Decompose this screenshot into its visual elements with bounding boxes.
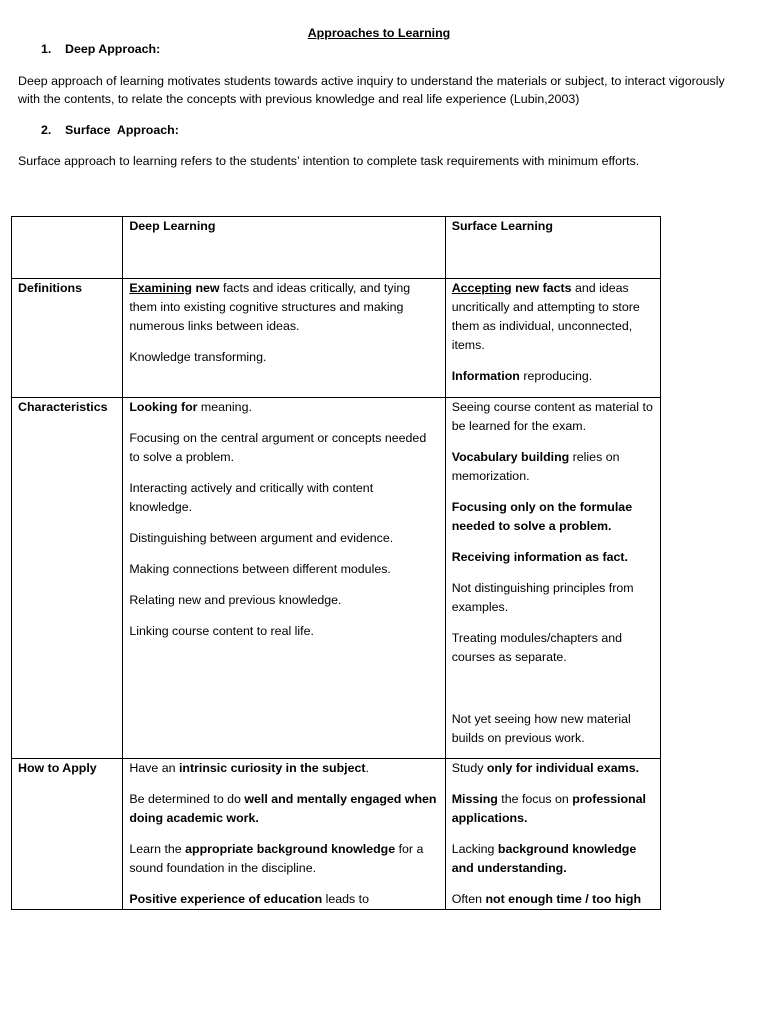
text-run: relies on memorization. (451, 450, 620, 483)
cell-paragraph (129, 529, 438, 548)
cell-paragraph (129, 840, 438, 878)
text-run: Positive experience of education (129, 892, 323, 906)
text-run: Not yet seeing how new material builds on previous work. (451, 712, 631, 745)
cell-paragraph (452, 367, 654, 386)
section-number: 2. (41, 123, 52, 137)
cell-paragraph (129, 790, 438, 828)
text-run: new (195, 281, 220, 295)
text-run: background knowledge and understanding. (451, 842, 637, 875)
text-run: appropriate background knowledge (185, 842, 396, 856)
cell-paragraph (452, 710, 654, 748)
header-cell-deep-learning: Deep Learning (123, 217, 445, 279)
cell-paragraph (452, 398, 654, 436)
text-run: the focus on (497, 792, 573, 806)
row-label-characteristics: Characteristics (12, 398, 123, 759)
cell-paragraph (129, 890, 438, 909)
cell-paragraph (452, 790, 654, 828)
cell-paragraph (452, 548, 654, 567)
table-row-definitions (12, 279, 661, 398)
text-run: Lacking (451, 842, 498, 856)
document-title: Approaches to Learning (307, 26, 451, 40)
header-cell-surface-learning: Surface Learning (445, 217, 660, 279)
header-cell-empty (12, 217, 123, 279)
text-run: Making connections between different modules. (129, 562, 391, 576)
cell-paragraph (129, 560, 438, 579)
section-number: 1. (41, 42, 52, 56)
table-row-characteristics (12, 398, 661, 759)
text-run: Focusing only on the formulae needed to solve a problem. (451, 500, 633, 533)
table-row-how-to-apply (12, 759, 661, 910)
text-run: Relating new and previous knowledge. (129, 593, 342, 607)
cell-surface-characteristics (445, 398, 660, 759)
text-run: only for individual exams. (486, 761, 640, 775)
cell-deep-characteristics (123, 398, 445, 759)
text-run: reproducing. (519, 369, 593, 383)
text-run: Treating modules/chapters and courses as separate. (451, 631, 623, 664)
text-run: Be determined to do (129, 792, 245, 806)
cell-surface-how-to-apply (445, 759, 660, 910)
cell-paragraph (452, 579, 654, 617)
cell-paragraph (129, 348, 438, 367)
text-run: Learn the (129, 842, 186, 856)
cell-paragraph (452, 629, 654, 667)
text-run: Have an (129, 761, 179, 775)
cell-paragraph (452, 279, 654, 355)
text-run: Vocabulary building (451, 450, 570, 464)
cell-deep-definitions (123, 279, 445, 398)
section-heading-text: Surface Approach: (65, 123, 179, 137)
cell-paragraph (129, 479, 438, 517)
text-run: meaning. (197, 400, 252, 414)
section-heading-deep-approach (41, 42, 160, 56)
row-label-how-to-apply: How to Apply (12, 759, 123, 910)
comparison-table (11, 216, 661, 910)
text-run: Not distinguishing principles from examples. (451, 581, 634, 614)
cell-paragraph (452, 498, 654, 536)
text-run: Focusing on the central argument or concepts needed to solve a problem. (129, 431, 427, 464)
text-run: Information (451, 369, 520, 383)
text-run: facts and ideas critically, and tying them into existing cognitive structures and making numerous links between ideas. (129, 281, 411, 333)
text-run: Looking for (129, 400, 198, 414)
text-run: Accepting (451, 281, 512, 295)
cell-paragraph (452, 759, 654, 778)
text-run: not enough time / too high (485, 892, 642, 906)
cell-paragraph (129, 398, 438, 417)
text-run: intrinsic curiosity in the subject (178, 761, 366, 775)
text-run: Distinguishing between argument and evidence. (129, 531, 394, 545)
cell-paragraph (129, 622, 438, 641)
section-paragraph-surface-approach: Surface approach to learning refers to the students’ intention to complete task requirements with minimum efforts. (18, 154, 640, 168)
text-run: Examining (129, 281, 192, 295)
cell-paragraph (129, 591, 438, 610)
text-run: Interacting actively and critically with content knowledge. (129, 481, 374, 514)
cell-paragraph (129, 759, 438, 778)
text-run: Often (451, 892, 486, 906)
cell-paragraph (129, 429, 438, 467)
section-paragraph-deep-approach: Deep approach of learning motivates students towards active inquiry to understand the materials or subject, to interact vigorously with the contents, to relate the concepts with previous knowledge and real life experience (Lubin,2003) (18, 74, 725, 106)
text-run: Linking course content to real life. (129, 624, 314, 638)
section-heading-text: Deep Approach: (65, 42, 161, 56)
text-run: Study (451, 761, 487, 775)
text-run: Knowledge transforming. (129, 350, 267, 364)
text-run: Missing (451, 792, 498, 806)
cell-paragraph (452, 840, 654, 878)
row-label-definitions: Definitions (12, 279, 123, 398)
cell-deep-how-to-apply (123, 759, 445, 910)
text-run: leads to (322, 892, 369, 906)
text-run: new facts (515, 281, 572, 295)
section-heading-surface-approach (41, 123, 179, 137)
cell-paragraph (129, 279, 438, 336)
text-run: . (365, 761, 369, 775)
text-run: for a sound foundation in the discipline. (129, 842, 424, 875)
cell-paragraph (452, 890, 654, 909)
text-run: Seeing course content as material to be learned for the exam. (451, 400, 653, 433)
cell-surface-definitions (445, 279, 660, 398)
text-run: Receiving information as fact. (451, 550, 628, 564)
cell-paragraph (452, 448, 654, 486)
text-run: well and mentally engaged when doing academic work. (129, 792, 437, 825)
text-run: professional applications. (451, 792, 646, 825)
text-run: and ideas uncritically and attempting to store them as individual, unconnected, items. (451, 281, 640, 352)
table-header-row (12, 217, 661, 279)
